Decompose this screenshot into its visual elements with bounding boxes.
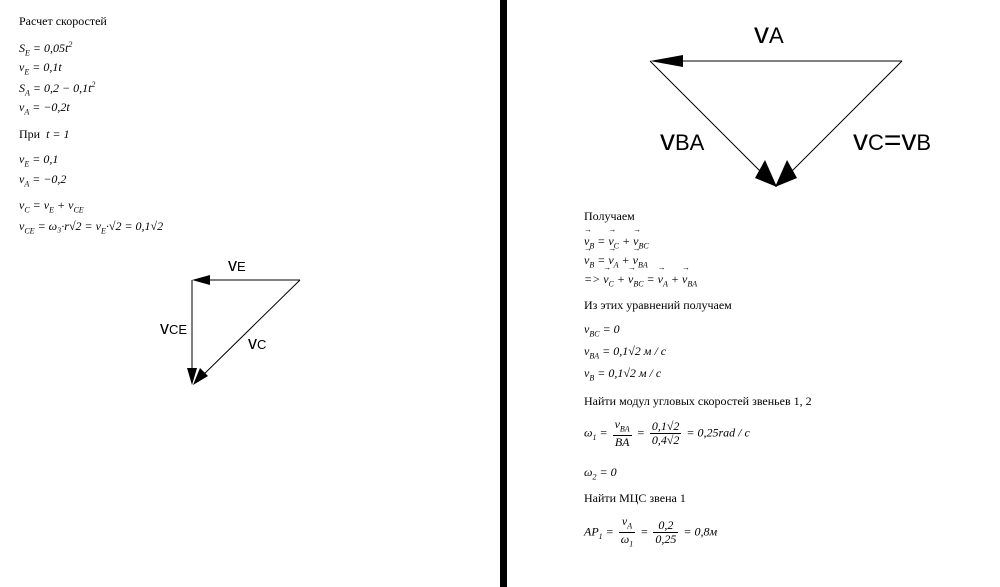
result-vba: $v_{BA} = 0,1√2$ м / с xyxy=(584,344,667,361)
label-vc-eq-vb: vC=vB xyxy=(853,124,932,157)
calc-title: Расчет скоростей xyxy=(19,14,107,28)
label-vba: vBA xyxy=(660,124,705,157)
at-label: При xyxy=(19,127,41,141)
equation-ve: $v_E = 0,1t$ xyxy=(19,60,62,77)
value-va: $v_A = -0,2$ xyxy=(19,172,67,189)
vector-eq-1: → $v_B$ = → $v_C$ + → $v_{BC}$ xyxy=(584,234,649,250)
equation-vc: $v_C = v_E + v_{CE}$ xyxy=(19,198,84,215)
equation-se: $S_E = 0,05t^2$ xyxy=(19,40,73,58)
omega-label: Найти модул угловых скоростей звеньев 1, 2 xyxy=(584,394,812,408)
label-vce: vCE xyxy=(160,318,188,338)
result-vb: $v_B = 0,1√2$ м / с xyxy=(584,366,662,383)
result-vbc: $v_{BC} = 0$ xyxy=(584,322,620,339)
label-ve: vE xyxy=(228,255,246,275)
label-vc: vC xyxy=(248,333,267,353)
from-label: Из этих уравнений получаем xyxy=(584,298,732,312)
vector-eq-3: => → $v_C$ + → $v_{BC}$ = → $v_A$ + → $v_{BA}$ xyxy=(584,272,697,288)
equation-va: $v_A = -0,2t$ xyxy=(19,100,70,117)
value-ve: $v_E = 0,1$ xyxy=(19,152,59,169)
omega1-equation: $\omega_1$ = $\frac{v_{BA}}{BA}$ = $\frac{0,1√2}{0,4√2}$ = 0,25rad / с xyxy=(584,417,750,450)
right-vector-diagram xyxy=(507,0,1000,587)
right-page xyxy=(507,0,1000,587)
label-va: vA xyxy=(754,17,784,50)
get-label: Получаем xyxy=(584,209,635,223)
omega2-equation: $\omega_2 = 0$ xyxy=(584,465,617,482)
at-value: t = 1 xyxy=(46,127,70,141)
ap-equation: $AP_1$ = $\frac{v_A}{\omega_1}$ = $\frac{0,2}{0,25}$ = 0,8м xyxy=(584,514,718,549)
page-divider xyxy=(500,0,507,587)
mcs-label: Найти МЦС звена 1 xyxy=(584,491,686,505)
equation-sa: $S_A = 0,2 - 0,1t^2$ xyxy=(19,80,96,98)
equation-vce: $v_{CE} = \omega_3\cdot r√2 = v_E\cdot√2 = 0,1√2$ xyxy=(19,219,164,236)
vector-eq-2: → $v_B$ = → $v_A$ + → $v_{BA}$ xyxy=(584,253,648,269)
